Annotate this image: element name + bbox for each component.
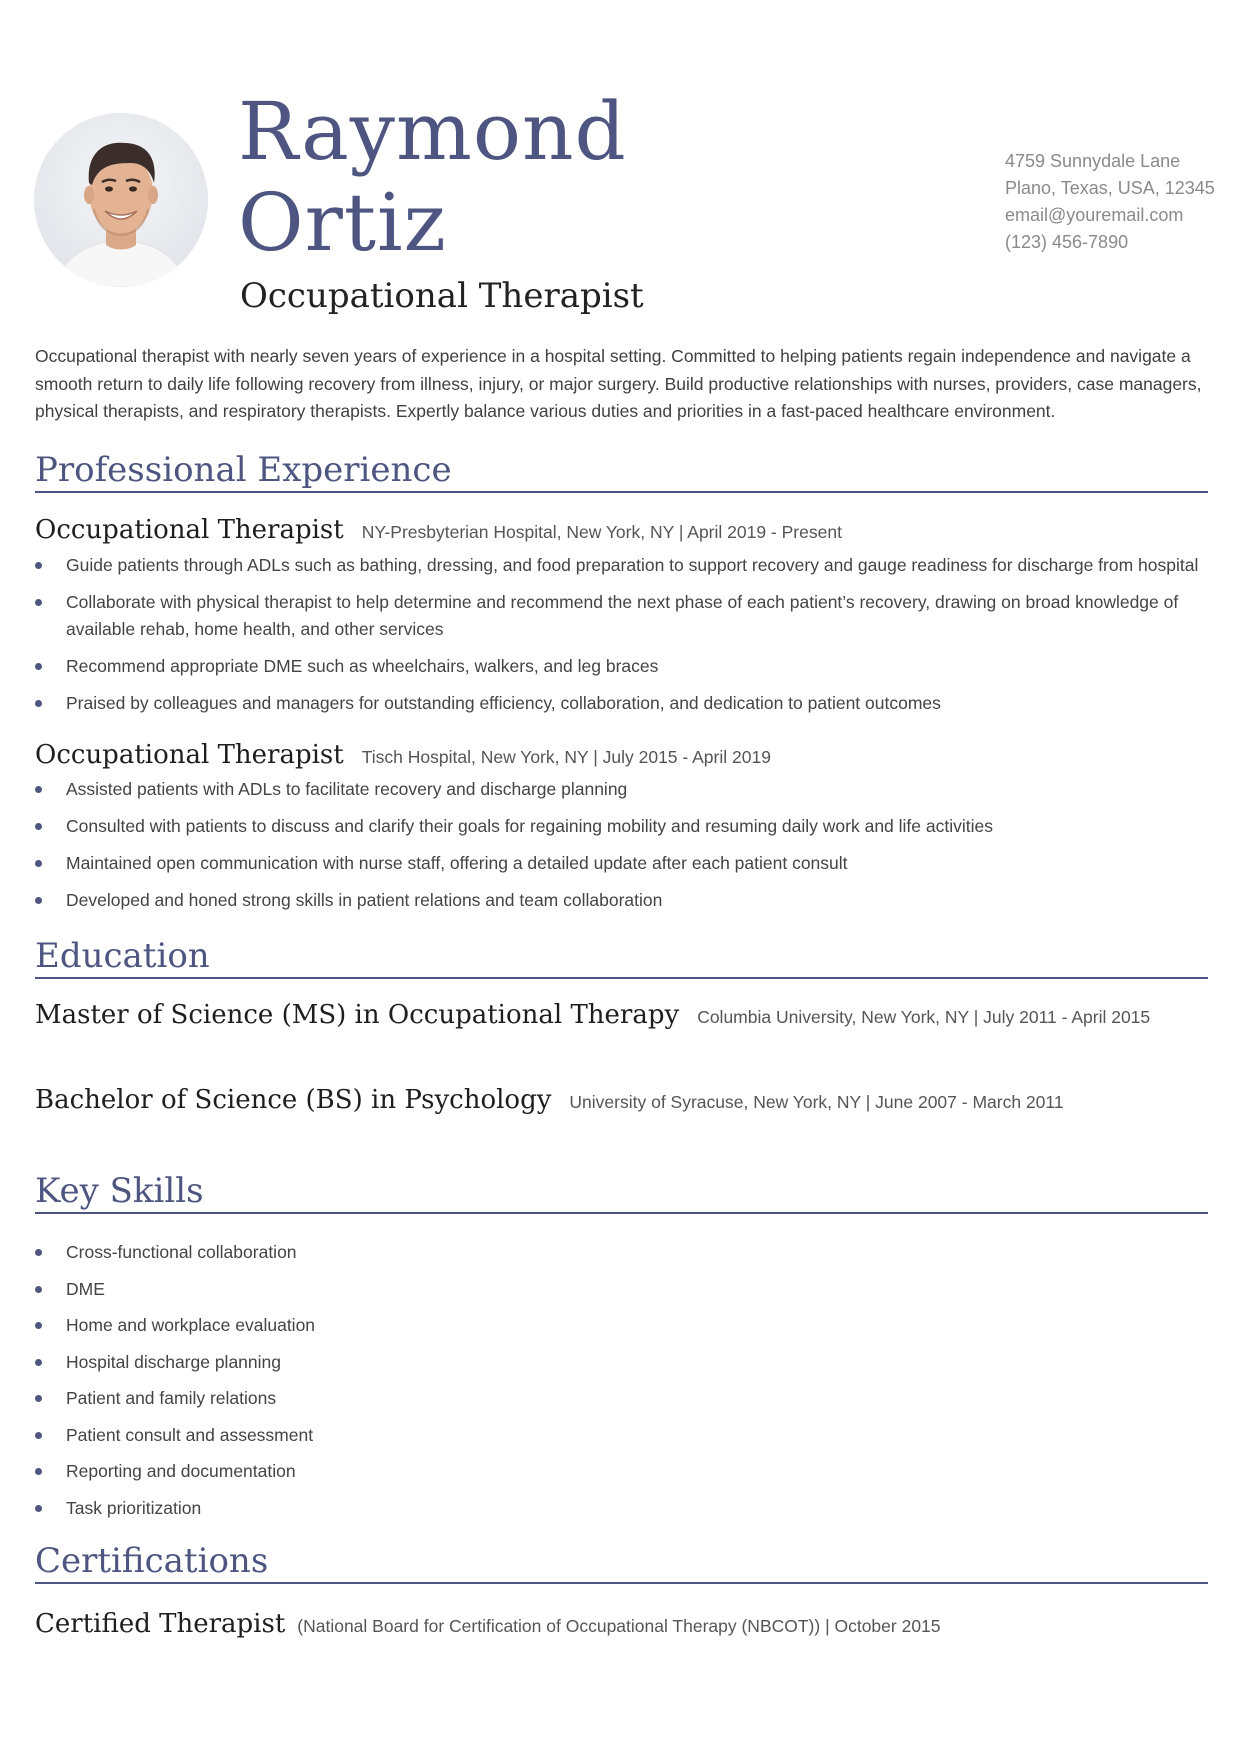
list-item: Patient and family relations bbox=[35, 1385, 1210, 1412]
list-item: Cross-functional collaboration bbox=[35, 1239, 1210, 1266]
first-name: Raymond bbox=[238, 85, 627, 178]
job-meta: Tisch Hospital, New York, NY | July 2015 - April 2019 bbox=[361, 747, 771, 767]
section-title-certifications: Certifications bbox=[35, 1541, 269, 1581]
section-divider bbox=[35, 491, 1208, 493]
email[interactable]: email@youremail.com bbox=[1005, 205, 1184, 225]
list-item: Task prioritization bbox=[35, 1495, 1210, 1522]
certification-title: Certified Therapist bbox=[35, 1609, 286, 1639]
contact-block bbox=[1005, 148, 1215, 256]
bullet-dot bbox=[35, 1505, 42, 1512]
section-title-experience: Professional Experience bbox=[35, 450, 452, 490]
degree: Master of Science (MS) in Occupational Therapy bbox=[35, 1000, 680, 1030]
bullet-dot bbox=[35, 1359, 42, 1366]
section-title-education: Education bbox=[35, 936, 210, 976]
list-item: Reporting and documentation bbox=[35, 1458, 1210, 1485]
bullet-dot bbox=[35, 897, 42, 904]
job-title: Occupational Therapist bbox=[240, 276, 644, 316]
avatar bbox=[34, 113, 208, 287]
list-item: Guide patients through ADLs such as bathing, dressing, and food preparation to support recovery and gauge readiness for discharge from hospital bbox=[35, 552, 1210, 579]
section-divider bbox=[35, 1212, 1208, 1214]
job-bullets bbox=[35, 776, 1210, 924]
section-divider bbox=[35, 977, 1208, 979]
bullet-dot bbox=[35, 1286, 42, 1293]
list-item: Praised by colleagues and managers for outstanding efficiency, collaboration, and dedication to patient outcomes bbox=[35, 690, 1210, 717]
education-item bbox=[35, 1085, 1064, 1115]
education-item bbox=[35, 1000, 1150, 1030]
job-role: Occupational Therapist bbox=[35, 515, 344, 545]
last-name: Ortiz bbox=[238, 176, 447, 269]
list-item: Maintained open communication with nurse staff, offering a detailed update after each patient consult bbox=[35, 850, 1210, 877]
education-meta: University of Syracuse, New York, NY | June 2007 - March 2011 bbox=[569, 1092, 1064, 1112]
bullet-dot bbox=[35, 1395, 42, 1402]
job-header bbox=[35, 740, 771, 770]
list-item: Assisted patients with ADLs to facilitate recovery and discharge planning bbox=[35, 776, 1210, 803]
job-header bbox=[35, 515, 842, 545]
bullet-dot bbox=[35, 700, 42, 707]
list-item: Consulted with patients to discuss and clarify their goals for regaining mobility and resuming daily work and life activities bbox=[35, 813, 1210, 840]
certification-meta: (National Board for Certification of Occupational Therapy (NBCOT)) | October 2015 bbox=[297, 1616, 941, 1636]
bullet-dot bbox=[35, 1432, 42, 1439]
bullet-dot bbox=[35, 663, 42, 670]
bullet-dot bbox=[35, 860, 42, 867]
list-item: Collaborate with physical therapist to help determine and recommend the next phase of each patient’s recovery, drawing on broad knowledge of available rehab, home health, and other services bbox=[35, 589, 1210, 643]
list-item: DME bbox=[35, 1276, 1210, 1303]
job-role: Occupational Therapist bbox=[35, 740, 344, 770]
profile-photo-icon bbox=[34, 113, 208, 287]
education-meta: Columbia University, New York, NY | July 2011 - April 2015 bbox=[697, 1007, 1151, 1027]
bullet-dot bbox=[35, 562, 42, 569]
bullet-dot bbox=[35, 1468, 42, 1475]
bullet-dot bbox=[35, 786, 42, 793]
job-meta: NY-Presbyterian Hospital, New York, NY | April 2019 - Present bbox=[361, 522, 842, 542]
bullet-dot bbox=[35, 823, 42, 830]
list-item: Patient consult and assessment bbox=[35, 1422, 1210, 1449]
summary: Occupational therapist with nearly seven years of experience in a hospital setting. Committed to helping patients regain independence and navigate a smooth return to daily life following recovery from illness, injury, or major surgery. Build productive relationships with nurses, providers, case managers, physical therapists, and respiratory therapists. Expertly balance various duties and priorities in a fast-paced healthcare environment. bbox=[35, 346, 1202, 421]
list-item: Developed and honed strong skills in patient relations and team collaboration bbox=[35, 887, 1210, 914]
address-line1: 4759 Sunnydale Lane bbox=[1005, 151, 1181, 171]
skills-list bbox=[35, 1239, 1210, 1531]
job-bullets bbox=[35, 552, 1210, 727]
degree: Bachelor of Science (BS) in Psychology bbox=[35, 1085, 552, 1115]
candidate-name bbox=[238, 86, 627, 268]
bullet-dot bbox=[35, 1249, 42, 1256]
phone[interactable]: (123) 456-7890 bbox=[1005, 232, 1129, 252]
section-divider bbox=[35, 1582, 1208, 1584]
certification-item bbox=[35, 1609, 941, 1639]
list-item: Hospital discharge planning bbox=[35, 1349, 1210, 1376]
address-line2: Plano, Texas, USA, 12345 bbox=[1005, 178, 1215, 198]
list-item: Recommend appropriate DME such as wheelchairs, walkers, and leg braces bbox=[35, 653, 1210, 680]
bullet-dot bbox=[35, 599, 42, 606]
bullet-dot bbox=[35, 1322, 42, 1329]
section-title-skills: Key Skills bbox=[35, 1171, 204, 1211]
list-item: Home and workplace evaluation bbox=[35, 1312, 1210, 1339]
